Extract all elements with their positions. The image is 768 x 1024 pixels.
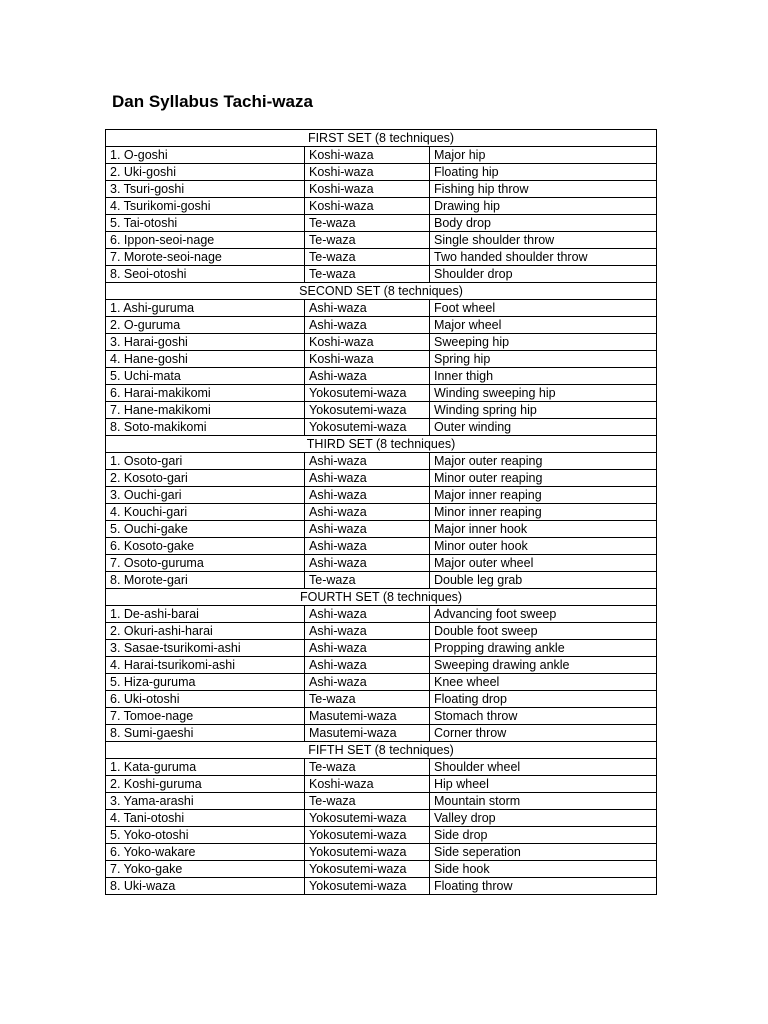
technique-translation-cell: Stomach throw <box>430 708 657 725</box>
table-row <box>106 470 657 487</box>
technique-category-cell: Te-waza <box>305 759 430 776</box>
technique-name-cell: 8. Uki-waza <box>106 878 305 895</box>
technique-translation-cell: Drawing hip <box>430 198 657 215</box>
technique-translation-cell: Two handed shoulder throw <box>430 249 657 266</box>
technique-name-cell: 6. Uki-otoshi <box>106 691 305 708</box>
technique-category-cell: Yokosutemi-waza <box>305 861 430 878</box>
syllabus-table-body <box>106 130 657 895</box>
technique-translation-cell: Spring hip <box>430 351 657 368</box>
technique-translation-cell: Double leg grab <box>430 572 657 589</box>
technique-translation-cell: Floating hip <box>430 164 657 181</box>
technique-translation-cell: Corner throw <box>430 725 657 742</box>
technique-translation-cell: Minor outer reaping <box>430 470 657 487</box>
technique-category-cell: Ashi-waza <box>305 606 430 623</box>
set-header-row <box>106 742 657 759</box>
set-header-row <box>106 436 657 453</box>
technique-name-cell: 4. Harai-tsurikomi-ashi <box>106 657 305 674</box>
table-row <box>106 385 657 402</box>
technique-name-cell: 3. Yama-arashi <box>106 793 305 810</box>
set-header: FIRST SET (8 techniques) <box>106 130 657 147</box>
technique-category-cell: Te-waza <box>305 572 430 589</box>
set-header-row <box>106 589 657 606</box>
technique-category-cell: Yokosutemi-waza <box>305 810 430 827</box>
technique-name-cell: 8. Sumi-gaeshi <box>106 725 305 742</box>
technique-name-cell: 5. Uchi-mata <box>106 368 305 385</box>
technique-translation-cell: Advancing foot sweep <box>430 606 657 623</box>
technique-category-cell: Ashi-waza <box>305 504 430 521</box>
technique-name-cell: 1. De-ashi-barai <box>106 606 305 623</box>
table-row <box>106 708 657 725</box>
technique-category-cell: Ashi-waza <box>305 555 430 572</box>
technique-category-cell: Yokosutemi-waza <box>305 878 430 895</box>
technique-category-cell: Ashi-waza <box>305 487 430 504</box>
table-row <box>106 521 657 538</box>
table-row <box>106 759 657 776</box>
technique-category-cell: Ashi-waza <box>305 674 430 691</box>
table-row <box>106 198 657 215</box>
technique-category-cell: Te-waza <box>305 232 430 249</box>
table-row <box>106 793 657 810</box>
technique-category-cell: Ashi-waza <box>305 453 430 470</box>
technique-name-cell: 8. Soto-makikomi <box>106 419 305 436</box>
table-row <box>106 776 657 793</box>
technique-name-cell: 6. Harai-makikomi <box>106 385 305 402</box>
table-row <box>106 844 657 861</box>
table-row <box>106 215 657 232</box>
table-row <box>106 181 657 198</box>
technique-name-cell: 6. Yoko-wakare <box>106 844 305 861</box>
technique-category-cell: Te-waza <box>305 793 430 810</box>
technique-category-cell: Yokosutemi-waza <box>305 385 430 402</box>
table-row <box>106 657 657 674</box>
technique-name-cell: 7. Tomoe-nage <box>106 708 305 725</box>
table-row <box>106 351 657 368</box>
technique-translation-cell: Winding spring hip <box>430 402 657 419</box>
table-row <box>106 487 657 504</box>
set-header: THIRD SET (8 techniques) <box>106 436 657 453</box>
set-header: SECOND SET (8 techniques) <box>106 283 657 300</box>
technique-category-cell: Te-waza <box>305 691 430 708</box>
technique-category-cell: Ashi-waza <box>305 657 430 674</box>
technique-translation-cell: Propping drawing ankle <box>430 640 657 657</box>
table-row <box>106 861 657 878</box>
technique-name-cell: 4. Tsurikomi-goshi <box>106 198 305 215</box>
technique-translation-cell: Major hip <box>430 147 657 164</box>
table-row <box>106 640 657 657</box>
table-row <box>106 334 657 351</box>
table-row <box>106 572 657 589</box>
table-row <box>106 810 657 827</box>
technique-translation-cell: Major wheel <box>430 317 657 334</box>
technique-name-cell: 2. O-guruma <box>106 317 305 334</box>
technique-name-cell: 7. Yoko-gake <box>106 861 305 878</box>
technique-name-cell: 4. Tani-otoshi <box>106 810 305 827</box>
technique-translation-cell: Single shoulder throw <box>430 232 657 249</box>
table-row <box>106 725 657 742</box>
table-row <box>106 453 657 470</box>
technique-category-cell: Koshi-waza <box>305 351 430 368</box>
technique-translation-cell: Fishing hip throw <box>430 181 657 198</box>
table-row <box>106 317 657 334</box>
technique-name-cell: 6. Ippon-seoi-nage <box>106 232 305 249</box>
technique-category-cell: Ashi-waza <box>305 317 430 334</box>
technique-name-cell: 8. Seoi-otoshi <box>106 266 305 283</box>
table-row <box>106 555 657 572</box>
technique-name-cell: 5. Yoko-otoshi <box>106 827 305 844</box>
technique-translation-cell: Major inner reaping <box>430 487 657 504</box>
table-row <box>106 504 657 521</box>
technique-translation-cell: Hip wheel <box>430 776 657 793</box>
technique-name-cell: 5. Ouchi-gake <box>106 521 305 538</box>
table-row <box>106 674 657 691</box>
technique-name-cell: 7. Hane-makikomi <box>106 402 305 419</box>
technique-translation-cell: Major outer wheel <box>430 555 657 572</box>
technique-category-cell: Koshi-waza <box>305 198 430 215</box>
syllabus-table <box>105 129 657 895</box>
technique-translation-cell: Side drop <box>430 827 657 844</box>
technique-category-cell: Koshi-waza <box>305 147 430 164</box>
table-row <box>106 623 657 640</box>
technique-category-cell: Yokosutemi-waza <box>305 844 430 861</box>
technique-translation-cell: Mountain storm <box>430 793 657 810</box>
technique-translation-cell: Minor outer hook <box>430 538 657 555</box>
technique-category-cell: Ashi-waza <box>305 368 430 385</box>
technique-name-cell: 1. Kata-guruma <box>106 759 305 776</box>
technique-translation-cell: Inner thigh <box>430 368 657 385</box>
set-header-row <box>106 283 657 300</box>
technique-category-cell: Ashi-waza <box>305 300 430 317</box>
technique-category-cell: Koshi-waza <box>305 181 430 198</box>
page-title: Dan Syllabus Tachi-waza <box>112 92 313 111</box>
technique-category-cell: Masutemi-waza <box>305 708 430 725</box>
technique-name-cell: 4. Kouchi-gari <box>106 504 305 521</box>
technique-translation-cell: Body drop <box>430 215 657 232</box>
technique-category-cell: Ashi-waza <box>305 521 430 538</box>
technique-name-cell: 8. Morote-gari <box>106 572 305 589</box>
technique-translation-cell: Winding sweeping hip <box>430 385 657 402</box>
technique-translation-cell: Valley drop <box>430 810 657 827</box>
technique-name-cell: 2. Uki-goshi <box>106 164 305 181</box>
technique-name-cell: 1. Osoto-gari <box>106 453 305 470</box>
technique-category-cell: Te-waza <box>305 215 430 232</box>
technique-translation-cell: Major inner hook <box>430 521 657 538</box>
technique-category-cell: Ashi-waza <box>305 470 430 487</box>
technique-name-cell: 1. Ashi-guruma <box>106 300 305 317</box>
technique-category-cell: Koshi-waza <box>305 164 430 181</box>
technique-translation-cell: Sweeping drawing ankle <box>430 657 657 674</box>
table-row <box>106 147 657 164</box>
technique-category-cell: Ashi-waza <box>305 623 430 640</box>
technique-name-cell: 2. Okuri-ashi-harai <box>106 623 305 640</box>
technique-translation-cell: Outer winding <box>430 419 657 436</box>
table-row <box>106 368 657 385</box>
technique-translation-cell: Shoulder drop <box>430 266 657 283</box>
technique-category-cell: Yokosutemi-waza <box>305 827 430 844</box>
table-row <box>106 232 657 249</box>
technique-category-cell: Yokosutemi-waza <box>305 402 430 419</box>
set-header: FIFTH SET (8 techniques) <box>106 742 657 759</box>
technique-translation-cell: Sweeping hip <box>430 334 657 351</box>
technique-name-cell: 7. Morote-seoi-nage <box>106 249 305 266</box>
technique-category-cell: Koshi-waza <box>305 776 430 793</box>
technique-translation-cell: Side hook <box>430 861 657 878</box>
table-row <box>106 300 657 317</box>
technique-name-cell: 5. Hiza-guruma <box>106 674 305 691</box>
technique-name-cell: 6. Kosoto-gake <box>106 538 305 555</box>
technique-category-cell: Te-waza <box>305 249 430 266</box>
technique-category-cell: Ashi-waza <box>305 640 430 657</box>
table-row <box>106 606 657 623</box>
technique-translation-cell: Double foot sweep <box>430 623 657 640</box>
table-row <box>106 827 657 844</box>
technique-name-cell: 5. Tai-otoshi <box>106 215 305 232</box>
technique-category-cell: Te-waza <box>305 266 430 283</box>
technique-name-cell: 3. Harai-goshi <box>106 334 305 351</box>
technique-category-cell: Koshi-waza <box>305 334 430 351</box>
table-row <box>106 538 657 555</box>
technique-translation-cell: Major outer reaping <box>430 453 657 470</box>
technique-name-cell: 2. Koshi-guruma <box>106 776 305 793</box>
technique-name-cell: 3. Sasae-tsurikomi-ashi <box>106 640 305 657</box>
table-row <box>106 249 657 266</box>
technique-name-cell: 1. O-goshi <box>106 147 305 164</box>
set-header: FOURTH SET (8 techniques) <box>106 589 657 606</box>
technique-translation-cell: Floating drop <box>430 691 657 708</box>
technique-category-cell: Ashi-waza <box>305 538 430 555</box>
table-row <box>106 878 657 895</box>
technique-category-cell: Masutemi-waza <box>305 725 430 742</box>
technique-translation-cell: Shoulder wheel <box>430 759 657 776</box>
technique-name-cell: 7. Osoto-guruma <box>106 555 305 572</box>
table-row <box>106 266 657 283</box>
table-row <box>106 402 657 419</box>
table-row <box>106 419 657 436</box>
technique-category-cell: Yokosutemi-waza <box>305 419 430 436</box>
technique-translation-cell: Minor inner reaping <box>430 504 657 521</box>
technique-translation-cell: Side seperation <box>430 844 657 861</box>
table-row <box>106 691 657 708</box>
technique-translation-cell: Floating throw <box>430 878 657 895</box>
technique-name-cell: 3. Tsuri-goshi <box>106 181 305 198</box>
technique-translation-cell: Knee wheel <box>430 674 657 691</box>
technique-name-cell: 2. Kosoto-gari <box>106 470 305 487</box>
set-header-row <box>106 130 657 147</box>
technique-translation-cell: Foot wheel <box>430 300 657 317</box>
technique-name-cell: 4. Hane-goshi <box>106 351 305 368</box>
technique-name-cell: 3. Ouchi-gari <box>106 487 305 504</box>
table-row <box>106 164 657 181</box>
